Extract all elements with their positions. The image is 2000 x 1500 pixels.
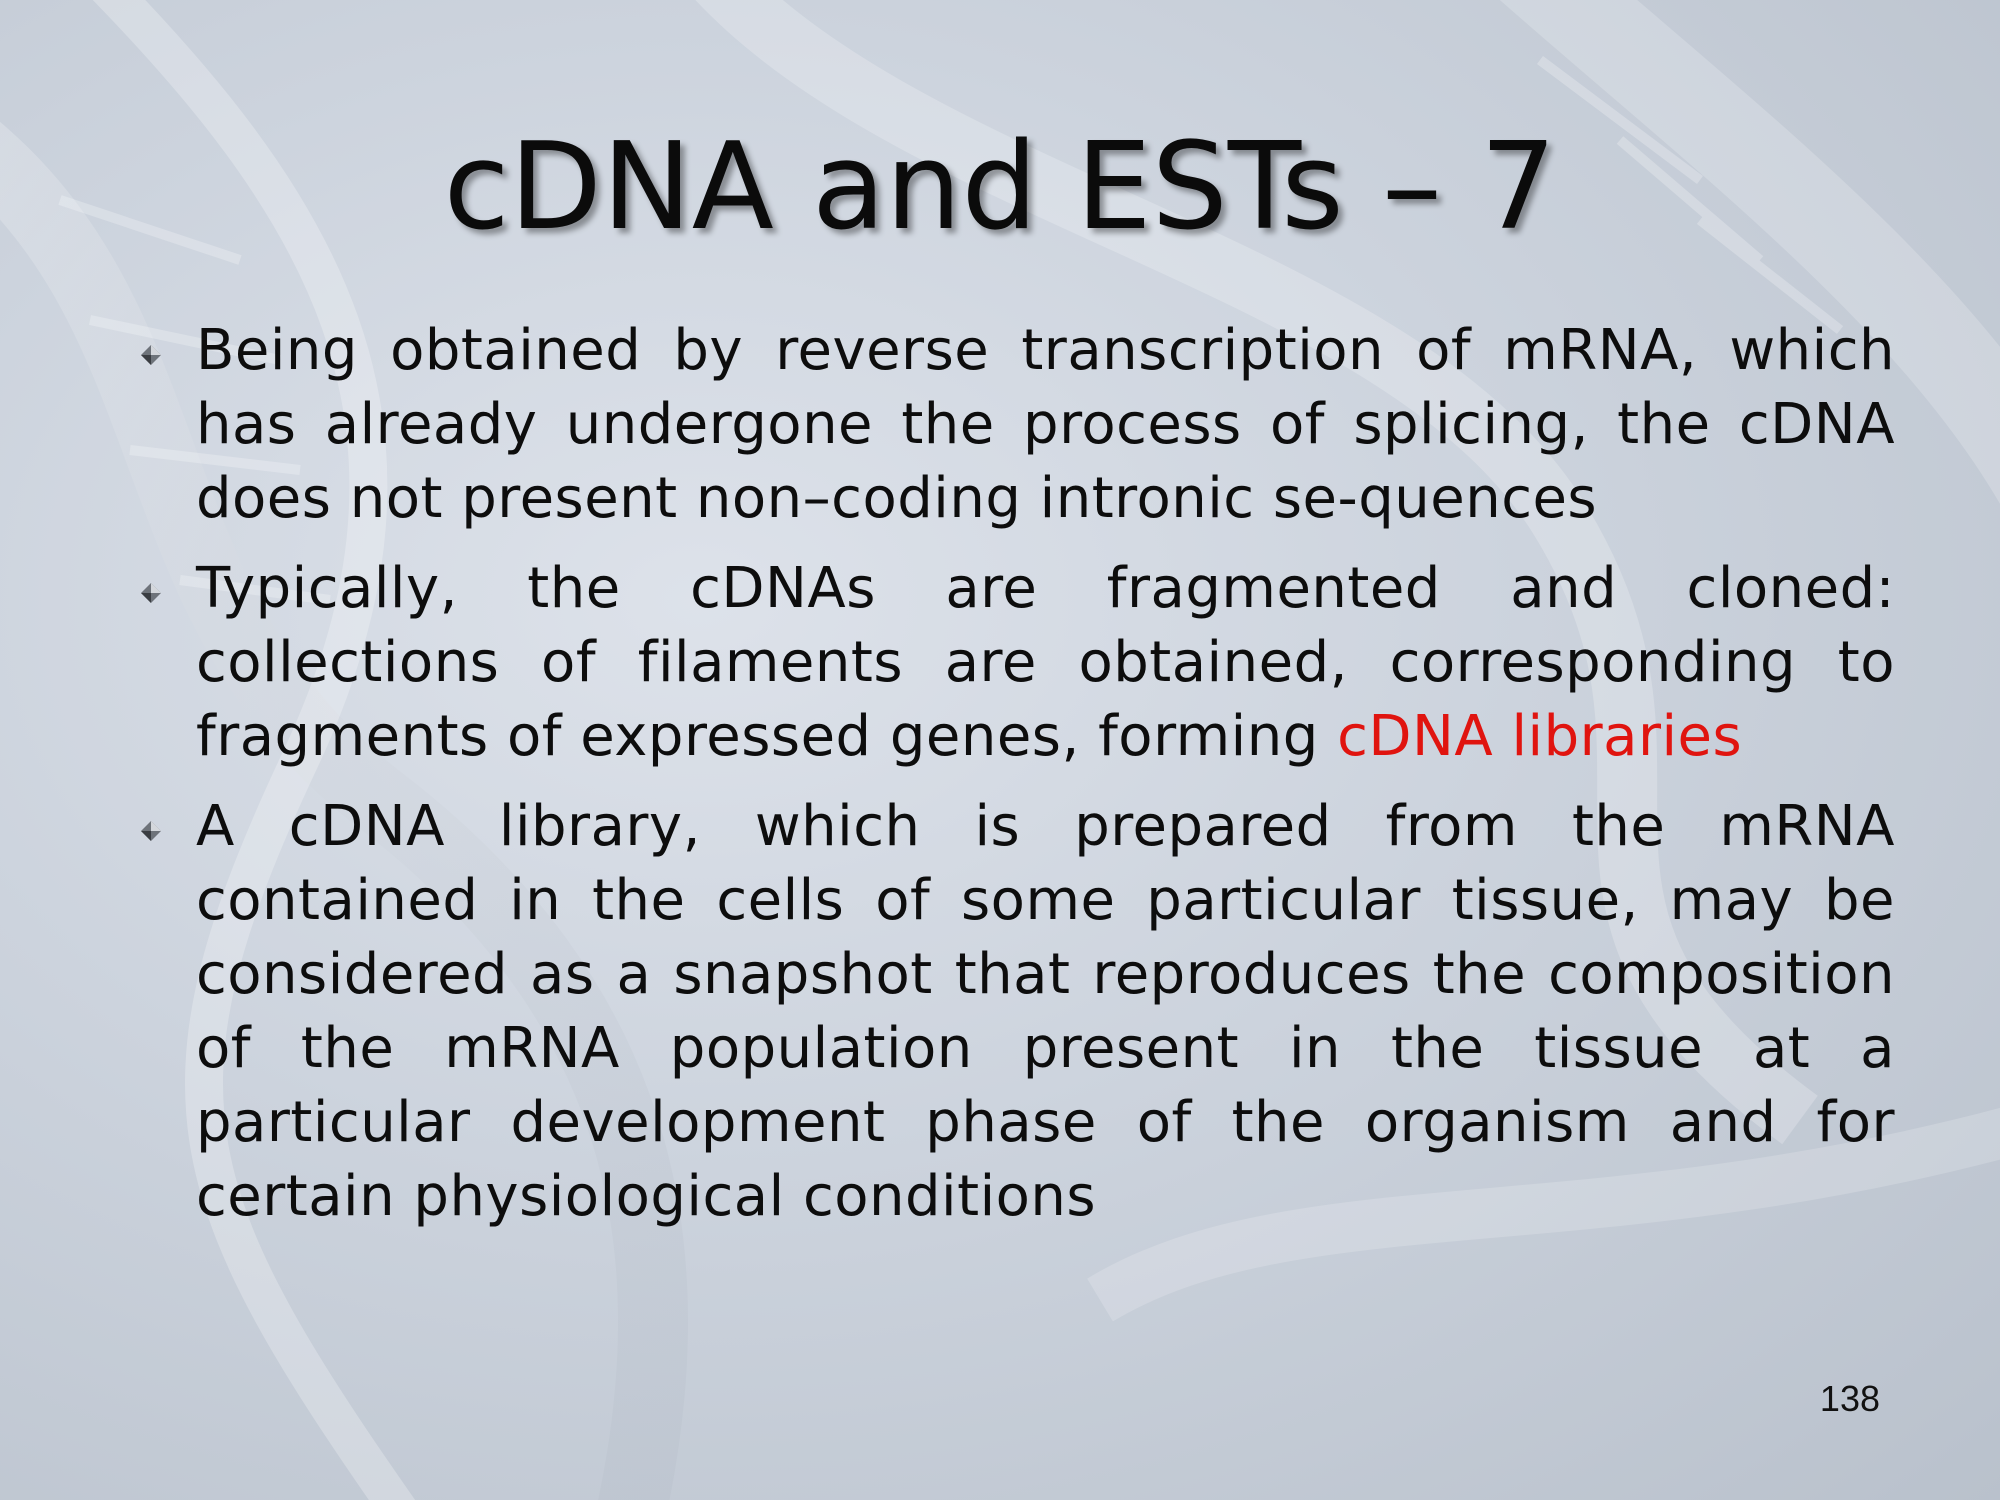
bullet-item bbox=[130, 314, 1895, 536]
bullet-item bbox=[130, 552, 1895, 774]
diamond-bullet-icon bbox=[140, 344, 162, 366]
bullet-text: A cDNA library, which is prepared from the mRNA contained in the cells of some particular tissue, may be considered as a snapshot that reproduces the composition of the mRNA population present in the tissue at a particular development phase of the organism and for certain physiological conditions bbox=[196, 794, 1895, 1229]
bullet-text bbox=[196, 552, 1895, 774]
bullet-list bbox=[130, 314, 1895, 1250]
diamond-bullet-icon bbox=[140, 582, 162, 604]
slide-title: cDNA and ESTs – 7 bbox=[443, 118, 1557, 257]
page-number: 138 bbox=[1819, 1378, 1880, 1419]
bullet-item bbox=[130, 790, 1895, 1234]
diamond-bullet-icon bbox=[140, 820, 162, 842]
highlighted-term: cDNA libraries bbox=[1337, 704, 1743, 769]
bullet-text-part: Typically, the cDNAs are fragmented and cloned: collections of filaments are obtained, corresponding to fragments of expressed genes, forming bbox=[196, 556, 1895, 769]
bullet-text: Being obtained by reverse transcription of mRNA, which has already undergone the process of splicing, the cDNA does not present non–coding intronic se-quences bbox=[196, 318, 1895, 531]
